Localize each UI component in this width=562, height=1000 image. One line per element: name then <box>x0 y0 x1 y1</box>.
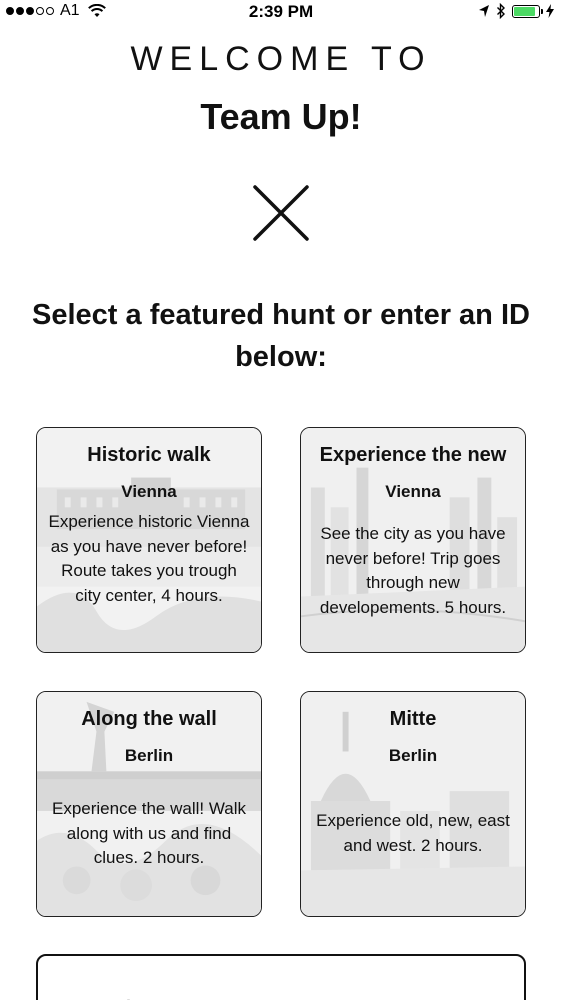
instruction-prompt: Select a featured hunt or enter an ID below: <box>32 299 530 373</box>
hunt-title: Along the wall <box>81 708 217 730</box>
hunt-description: Experience old, new, east and west. 2 hours. <box>316 811 510 855</box>
hunt-card-along-the-wall[interactable] <box>36 691 262 917</box>
close-icon[interactable] <box>252 184 310 242</box>
bluetooth-icon <box>496 3 506 19</box>
hunt-description: Experience the wall! Walk along with us and find clues. 2 hours. <box>51 799 246 867</box>
hunt-city: Berlin <box>124 746 174 765</box>
welcome-heading: WELCOME TO <box>130 40 432 78</box>
charging-bolt-icon <box>546 4 554 18</box>
hunt-card-experience-the-new[interactable] <box>300 427 526 653</box>
status-bar <box>0 0 562 26</box>
hunt-id-input[interactable] <box>36 954 526 1000</box>
hunt-card-historic-walk[interactable] <box>36 427 262 653</box>
app-title: Team Up! <box>200 96 362 137</box>
hunt-city: Vienna <box>121 482 177 501</box>
hunt-city: Berlin <box>388 746 438 765</box>
hunt-title: Mitte <box>389 708 437 730</box>
hunt-city: Vienna <box>385 482 441 501</box>
hunt-title: Historic walk <box>87 444 211 466</box>
status-right <box>478 3 554 19</box>
hunt-card-mitte[interactable] <box>300 691 526 917</box>
status-time: 2:39 PM <box>248 2 314 21</box>
location-arrow-icon <box>478 4 490 18</box>
hunt-description: Experience historic Vienna as you have never before! Route takes you trough city center, 4 hours. <box>48 512 250 605</box>
hunt-title: Experience the new <box>319 444 507 466</box>
battery-icon <box>512 5 540 18</box>
hunt-description: See the city as you have never before! Trip goes through new developements. 5 hours. <box>319 524 507 617</box>
carrier-name: A1 <box>60 2 80 19</box>
